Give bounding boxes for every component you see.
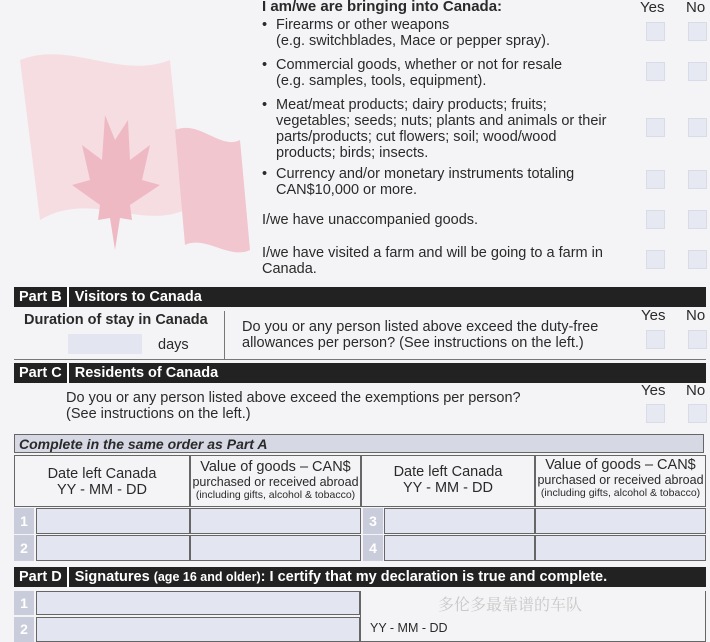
- firearms-no-checkbox[interactable]: [688, 22, 707, 41]
- row-4-date-input[interactable]: [384, 535, 535, 561]
- watermark-text: 多伦多最靠谱的车队: [438, 597, 583, 614]
- part-c-title: Residents of Canada: [74, 365, 219, 381]
- part-b-yes-label: Yes: [641, 307, 666, 324]
- part-c-header: [14, 363, 706, 383]
- signature-1-input[interactable]: [36, 591, 360, 615]
- row-number: 2: [14, 617, 34, 642]
- row-4-value-input[interactable]: [535, 535, 706, 561]
- row-number: 1: [14, 508, 34, 534]
- part-a-heading: I am/we are bringing into Canada:: [262, 0, 503, 15]
- bullet-icon: •: [262, 57, 268, 73]
- row-1-date-input[interactable]: [36, 508, 190, 534]
- part-b-title: Visitors to Canada: [74, 289, 202, 305]
- part-b-yes-checkbox[interactable]: [646, 330, 665, 349]
- row-2-date-input[interactable]: [36, 535, 190, 561]
- row-1-value-input[interactable]: [190, 508, 361, 534]
- farm-visit-text: I/we have visited a farm and will be going to a farm in Canada.: [262, 245, 603, 277]
- commercial-no-checkbox[interactable]: [688, 62, 707, 81]
- row-number: 2: [14, 535, 34, 561]
- part-d-title: Signatures (age 16 and older): I certify that my declaration is true and complete.: [74, 569, 608, 585]
- farm-yes-checkbox[interactable]: [646, 250, 665, 269]
- firearms-yes-checkbox[interactable]: [646, 22, 665, 41]
- unaccompanied-no-checkbox[interactable]: [688, 210, 707, 229]
- part-c-question: Do you or any person listed above exceed the exemptions per person? (See instructions on the left.): [66, 390, 521, 422]
- bullet-icon: •: [262, 166, 268, 182]
- value-header-left: Value of goods – CAN$ purchased or received abroad (including gifts, alcohol & tobacco): [190, 455, 361, 507]
- part-d-header: [14, 567, 706, 587]
- currency-no-checkbox[interactable]: [688, 170, 707, 189]
- unaccompanied-yes-checkbox[interactable]: [646, 210, 665, 229]
- farm-no-checkbox[interactable]: [688, 250, 707, 269]
- item-commercial-goods: Commercial goods, whether or not for resale (e.g. samples, tools, equipment).: [276, 57, 563, 89]
- date-format-label: YY - MM - DD: [370, 621, 448, 635]
- part-b-tag: Part B: [14, 287, 69, 307]
- complete-order-label: Complete in the same order as Part A: [14, 434, 704, 453]
- part-b-no-label: No: [686, 307, 706, 324]
- part-c-no-label: No: [686, 382, 706, 399]
- food-yes-checkbox[interactable]: [646, 118, 665, 137]
- part-c-yes-checkbox[interactable]: [646, 404, 665, 423]
- commercial-yes-checkbox[interactable]: [646, 62, 665, 81]
- row-3-value-input[interactable]: [535, 508, 706, 534]
- date-header-right: Date left Canada YY - MM - DD: [361, 455, 535, 507]
- row-3-date-input[interactable]: [384, 508, 535, 534]
- row-number: 4: [363, 535, 383, 561]
- bullet-icon: •: [262, 97, 268, 113]
- part-a-yes-label: Yes: [640, 0, 665, 16]
- currency-yes-checkbox[interactable]: [646, 170, 665, 189]
- date-header-left: Date left Canada YY - MM - DD: [14, 455, 190, 507]
- part-b-question: Do you or any person listed above exceed the duty-free allowances per person? (See instructions on the left.): [242, 319, 599, 351]
- part-c-yes-label: Yes: [641, 382, 666, 399]
- part-b-divider: [224, 311, 225, 359]
- part-a-no-label: No: [686, 0, 706, 16]
- canada-flag-watermark: [10, 20, 260, 280]
- unaccompanied-goods-text: I/we have unaccompanied goods.: [262, 212, 479, 228]
- row-number: 3: [363, 508, 383, 534]
- part-b-header: [14, 287, 706, 307]
- item-firearms: Firearms or other weapons (e.g. switchblades, Mace or pepper spray).: [276, 17, 551, 49]
- part-d-tag: Part D: [14, 567, 69, 587]
- duration-label: Duration of stay in Canada: [24, 312, 208, 328]
- part-c-tag: Part C: [14, 363, 69, 383]
- food-no-checkbox[interactable]: [688, 118, 707, 137]
- days-label: days: [158, 337, 189, 353]
- row-2-value-input[interactable]: [190, 535, 361, 561]
- item-food-plants-animals: Meat/meat products; dairy products; fruits; vegetables; seeds; nuts; plants and animals or their parts/products; cut flowers; soil; wood/wood products; birds; insects.: [276, 97, 607, 161]
- item-currency: Currency and/or monetary instruments totaling CAN$10,000 or more.: [276, 166, 575, 198]
- row-number: 1: [14, 591, 34, 615]
- bullet-icon: •: [262, 17, 268, 33]
- value-header-right: Value of goods – CAN$ purchased or received abroad (including gifts, alcohol & tobacco): [535, 455, 706, 507]
- duration-days-input[interactable]: [68, 334, 142, 354]
- part-b-no-checkbox[interactable]: [688, 330, 707, 349]
- signature-2-input[interactable]: [36, 617, 360, 642]
- part-c-no-checkbox[interactable]: [688, 404, 707, 423]
